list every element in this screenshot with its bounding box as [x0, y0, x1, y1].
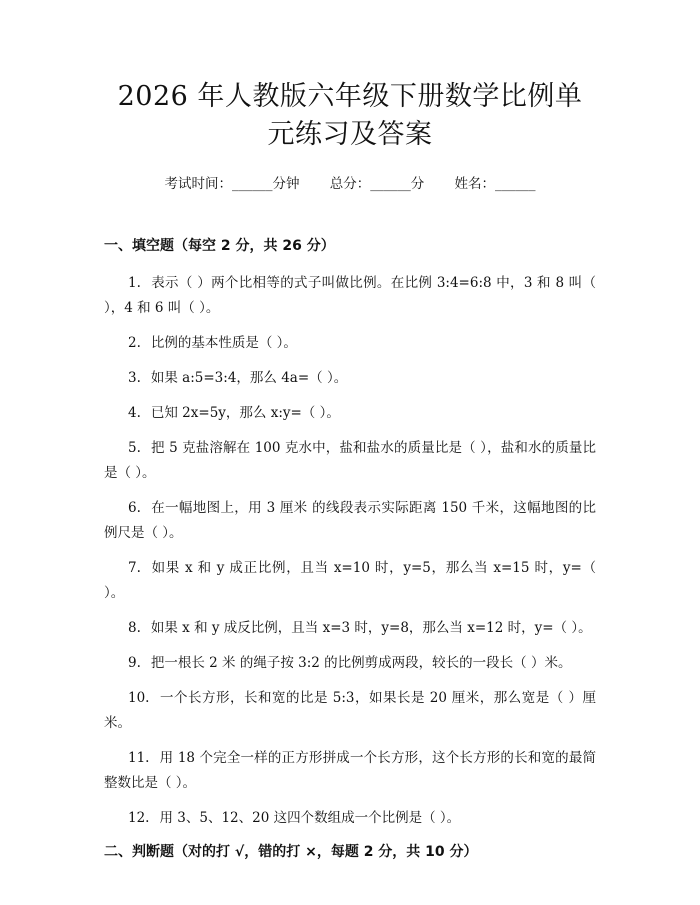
question-12	[104, 806, 596, 831]
question-2	[104, 331, 596, 356]
question-number: 6.	[128, 500, 141, 516]
section-1-heading: 一、填空题（每空 2 分，共 26 分）	[104, 238, 335, 254]
question-11	[104, 746, 596, 796]
page-title: 2026 年人教版六年级下册数学比例单元练习及答案	[117, 81, 583, 150]
question-text: 如果 x 和 y 成正比例，且当 x=10 时，y=5，那么当 x=15 时，y=（ ）。	[104, 560, 596, 601]
total-score-field: 总分：______分	[329, 176, 425, 192]
question-number: 5.	[128, 440, 141, 456]
question-number: 11.	[128, 750, 150, 766]
fill-in-questions	[104, 271, 596, 831]
question-text: 把 5 克盐溶解在 100 克水中，盐和盐水的质量比是（ ），盐和水的质量比是（ ）。	[104, 440, 596, 481]
question-number: 1.	[128, 275, 141, 291]
question-number: 10.	[128, 690, 150, 706]
question-number: 12.	[128, 810, 150, 826]
question-text: 如果 x 和 y 成反比例，且当 x=3 时，y=8，那么当 x=12 时，y=（ ）。	[150, 620, 592, 636]
question-text: 在一幅地图上，用 3 厘米 的线段表示实际距离 150 千米，这幅地图的比例尺是（ ）。	[104, 500, 596, 541]
section-2-heading: 二、判断题（对的打 √，错的打 ×，每题 2 分，共 10 分）	[104, 844, 478, 860]
exam-info	[104, 174, 596, 194]
question-text: 用 3、5、12、20 这四个数组成一个比例是（ ）。	[159, 810, 461, 826]
question-number: 7.	[128, 560, 141, 576]
question-text: 表示（ ）两个比相等的式子叫做比例。在比例 3:4=6:8 中，3 和 8 叫（ ），4 和 6 叫（ ）。	[104, 275, 596, 316]
question-number: 2.	[128, 335, 141, 351]
exam-time-field: 考试时间：______分钟	[164, 176, 300, 192]
question-number: 9.	[128, 655, 141, 671]
question-text: 把一根长 2 米 的绳子按 3:2 的比例剪成两段，较长的一段长（ ）米。	[150, 655, 572, 671]
question-text: 用 18 个完全一样的正方形拼成一个长方形，这个长方形的长和宽的最简整数比是（ ）。	[104, 750, 596, 791]
question-1	[104, 271, 596, 321]
question-8	[104, 616, 596, 641]
question-text: 比例的基本性质是（ ）。	[150, 335, 297, 351]
question-number: 8.	[128, 620, 141, 636]
question-10	[104, 686, 596, 736]
question-number: 3.	[128, 370, 141, 386]
question-number: 4.	[128, 405, 141, 421]
question-4	[104, 401, 596, 426]
question-text: 一个长方形，长和宽的比是 5:3，如果长是 20 厘米，那么宽是（ ）厘米。	[104, 690, 596, 731]
name-field: 姓名：______	[454, 176, 536, 192]
question-7	[104, 556, 596, 606]
question-3	[104, 366, 596, 391]
question-text: 如果 a:5=3:4，那么 4a=（ ）。	[150, 370, 348, 386]
question-9	[104, 651, 596, 676]
question-6	[104, 496, 596, 546]
question-5	[104, 436, 596, 486]
question-text: 已知 2x=5y，那么 x:y=（ ）。	[150, 405, 340, 421]
